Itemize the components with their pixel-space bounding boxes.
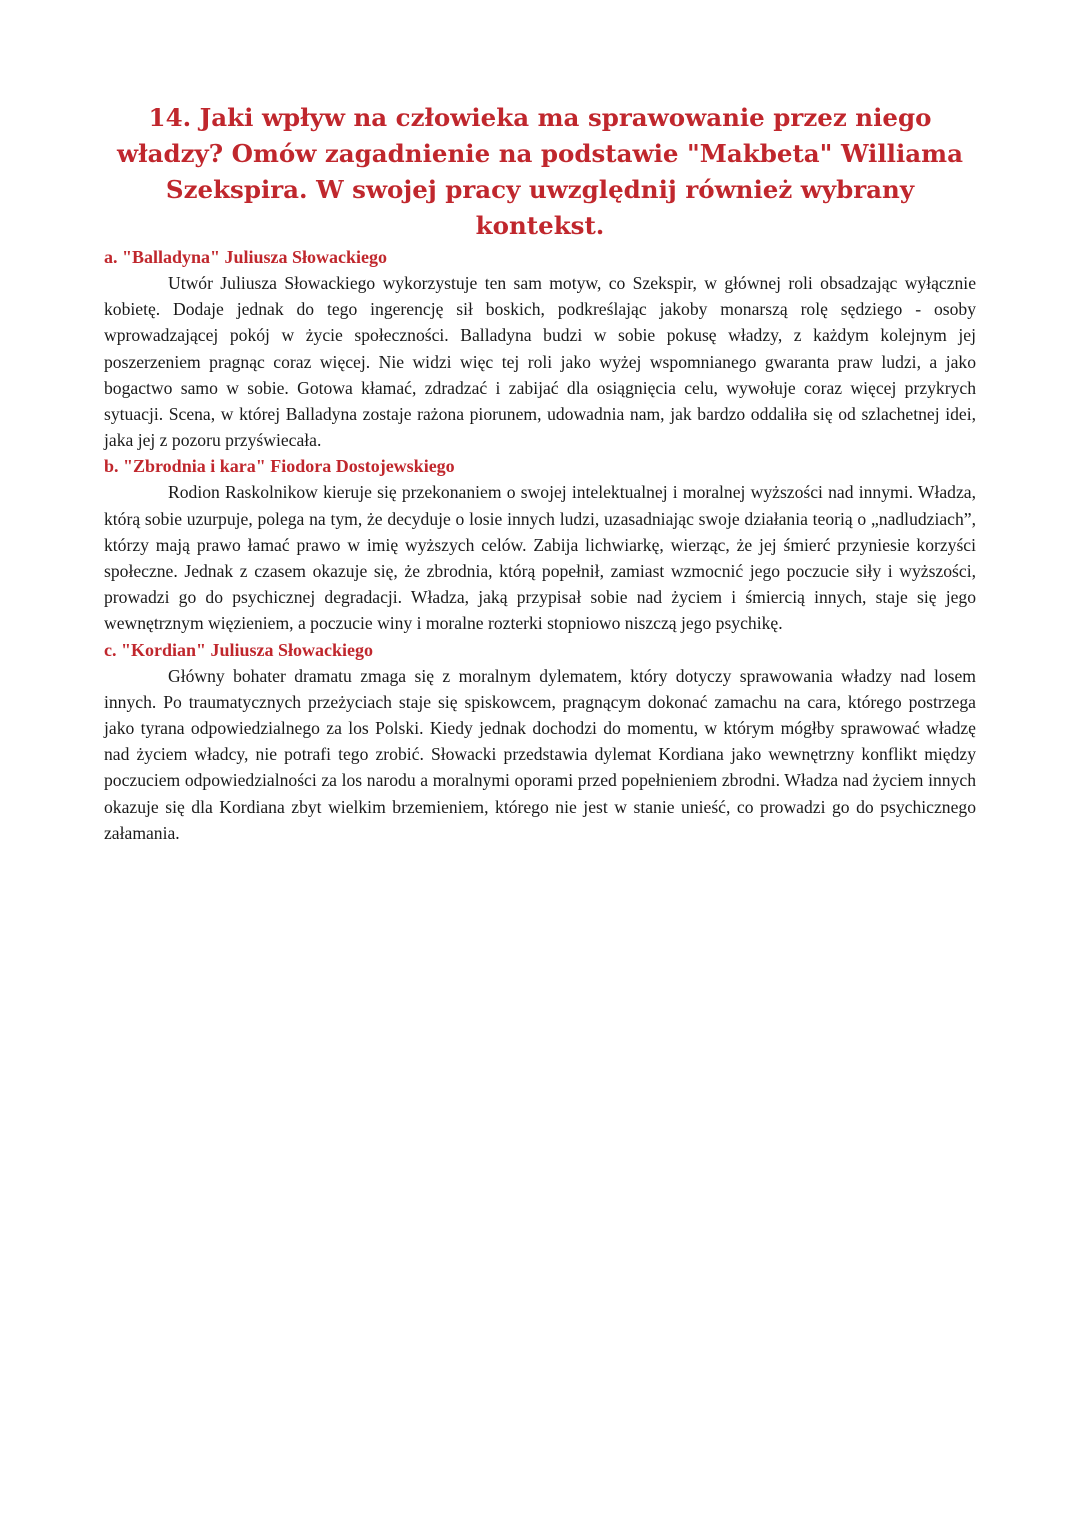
section-heading: a. "Balladyna" Juliusza Słowackiego (104, 247, 388, 267)
section-paragraph: Rodion Raskolnikow kieruje się przekonaniem o swojej intelektualnej i moralnej wyższości nad innymi. Władza, którą sobie uzurpuje, polega na tym, że decyduje o losie innych ludzi, uzasadniając swoje działania teorią o „nadludziach”, którzy mają prawo łamać prawo w imię wyższych celów. Zabija lichwiarkę, wierząc, że jej śmierć przyniesie korzyści społeczne. Jednak z czasem okazuje się, że zbrodnia, którą popełnił, zamiast wzmocnić jego poczucie siły i wyższości, prowadzi go do psychicznej degradacji. Władza, jaką przypisał sobie nad życiem i śmiercią innych, staje się jego wewnętrznym więzieniem, a poczucie winy i moralne rozterki stopniowo niszczą jego psychikę. (104, 482, 976, 634)
section-paragraph: Utwór Juliusza Słowackiego wykorzystuje ten sam motyw, co Szekspir, w głównej roli obsadzając wyłącznie kobietę. Dodaje jednak do tego ingerencję sił boskich, podkreślając jakoby monarszą rolę sędziego - osoby wprowadzającej pokój w życie społeczności. Balladyna budzi w sobie pokusę władzy, z każdym kolejnym jej poszerzeniem pragnąc coraz więcej. Nie widzi więc tej roli jako wyżej wspomnianego gwaranta praw ludzi, a jako bogactwo samo w sobie. Gotowa kłamać, zdradzać i zabijać dla osiągnięcia celu, wywołuje coraz więcej przykrych sytuacji. Scena, w której Balladyna zostaje rażona piorunem, udowadnia nam, jak bardzo oddaliła się od szlachetnej idei, jaka jej z pozoru przyświecała. (104, 273, 976, 451)
document-title: 14. Jaki wpływ na człowieka ma sprawowanie przez niego władzy? Omów zagadnienie na podstawie "Makbeta" Williama Szekspira. W swojej pracy uwzględnij również wybrany kontekst. (117, 103, 963, 240)
section-heading: b. "Zbrodnia i kara" Fiodora Dostojewskiego (104, 456, 455, 477)
section-heading: c. "Kordian" Juliusza Słowackiego (104, 639, 374, 660)
section-balladyna (104, 244, 976, 453)
section-paragraph: Główny bohater dramatu zmaga się z moralnym dylematem, który dotyczy sprawowania władzy nad losem innych. Po traumatycznych przeżyciach staje się spiskowcem, pragnącym dokonać zamachu na cara, którego postrzega jako tyrana odpowiedzialnego za los Polski. Kiedy jednak dochodzi do momentu, w którym mógłby sprawować władzę nad życiem władcy, nie potrafi tego zrobić. Słowacki przedstawia dylemat Kordiana jako wewnętrzny konflikt między poczuciem odpowiedzialności za los narodu a moralnymi oporami przed popełnieniem zbrodni. Władza nad życiem innych okazuje się dla Kordiana zbyt wielkim brzemieniem, którego nie jest w stanie unieść, co prowadzi go do psychicznego załamania. (104, 665, 976, 843)
document-content (104, 100, 976, 846)
section-kordian (104, 637, 976, 846)
section-zbrodnia-i-kara (104, 453, 976, 636)
